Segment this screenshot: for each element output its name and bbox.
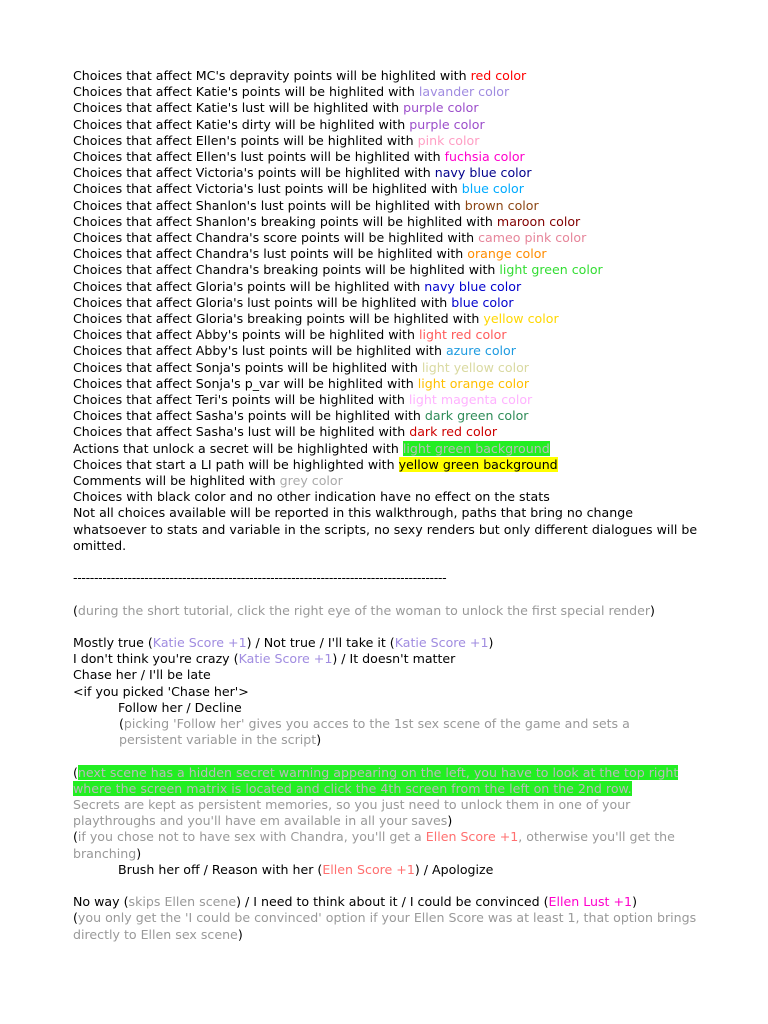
comment-text: you only get the 'I could be convinced' option if your Ellen Score was at least 1, that option brings directly to Ellen sex scene xyxy=(73,910,697,942)
ellen-lust-tag: Ellen Lust +1 xyxy=(548,894,633,910)
legend-color-label: light green color xyxy=(499,262,603,278)
legend-color-label: light magenta color xyxy=(408,392,533,408)
legend-prefix: Choices that affect Ellen's points will be highlited with xyxy=(73,132,418,148)
legend-prefix: Choices that affect Katie's points will be highlited with xyxy=(73,84,419,100)
legend-row xyxy=(73,230,698,246)
comment-text: skips Ellen scene xyxy=(128,894,237,910)
legend-color-label: cameo pink color xyxy=(478,230,587,246)
legend-prefix: Choices that affect Chandra's breaking points will be highlited with xyxy=(73,262,500,278)
legend-color-label: red color xyxy=(470,68,527,83)
legend-row xyxy=(73,343,698,359)
separator-line: ----------------------------------------------------------------------------------------- xyxy=(73,570,447,586)
legend-row xyxy=(73,295,698,311)
choice-text: I don't think you're crazy ( xyxy=(73,651,239,667)
legend-row xyxy=(73,181,698,197)
legend-prefix: Choices that affect Victoria's lust points will be highlited with xyxy=(73,181,462,197)
legend-color-label: purple color xyxy=(409,116,485,132)
legend-prefix: Choices that affect Chandra's score points will be highlited with xyxy=(73,230,479,246)
legend-prefix: Choices that affect Katie's lust will be highlited with xyxy=(73,100,404,116)
legend-prefix: Choices that affect Katie's dirty will be highlited with xyxy=(73,116,410,132)
legend-prefix: Choices that affect Abby's lust points will be highlited with xyxy=(73,343,446,359)
secret-comment: (next scene has a hidden secret warning appearing on the left, you have to look at the top right where the screen matrix is located and click the 4th screen from the left on the 2nd row. xyxy=(73,764,679,796)
legend-row xyxy=(73,214,698,230)
walkthrough-document xyxy=(73,68,698,943)
legend-color-label: light yellow color xyxy=(421,359,529,375)
legend-row xyxy=(73,100,698,116)
legend-prefix: Choices that affect Chandra's lust points will be highlited with xyxy=(73,246,468,262)
legend-prefix: Actions that unlock a secret will be highlighted with xyxy=(73,440,403,456)
legend-prefix: Choices that affect Gloria's breaking points will be highlited with xyxy=(73,311,484,327)
legend-prefix: Comments will be highlited with xyxy=(73,473,280,489)
legend-color-label: navy blue color xyxy=(434,165,532,181)
katie-score-tag: Katie Score +1 xyxy=(152,635,247,651)
choice-line-2 xyxy=(73,651,698,667)
final-comment: (you only get the 'I could be convinced' option if your Ellen Score was at least 1, that option brings directly to Ellen sex scene) xyxy=(73,910,697,942)
follow-her-comment: (picking 'Follow her' gives you acces to the 1st sex scene of the game and sets a persistent variable in the script) xyxy=(119,716,630,748)
legend-row xyxy=(73,441,698,457)
choice-text: ) xyxy=(488,635,494,651)
legend-color-label: pink color xyxy=(417,132,480,148)
legend-row xyxy=(73,327,698,343)
legend-color-label: navy blue color xyxy=(424,278,522,294)
secret-highlight: next scene has a hidden secret warning appearing on the left, you have to look at the top right where the screen matrix is located and click the 4th screen from the left on the 2nd row. xyxy=(73,764,679,796)
chandra-comment: (if you chose not to have sex with Chandra, you'll get a Ellen Score +1, otherwise you'll get the branching) xyxy=(73,829,675,861)
choice-text: ) / It doesn't matter xyxy=(332,651,456,667)
secrets-kept-comment: Secrets are kept as persistent memories, so you just need to unlock them in one of your playthroughs and you'll have em available in all your saves) xyxy=(73,797,631,829)
legend-prefix: Choices that affect Abby's points will be highlited with xyxy=(73,327,419,343)
legend-color-label: blue color xyxy=(451,294,514,310)
legend-row xyxy=(73,473,698,489)
ellen-score-tag: Ellen Score +1 xyxy=(322,861,415,877)
katie-score-tag: Katie Score +1 xyxy=(238,651,333,667)
tutorial-text: during the short tutorial, click the right eye of the woman to unlock the first special render xyxy=(77,602,651,618)
legend-prefix: Choices that start a LI path will be highlighted with xyxy=(73,456,399,472)
choice-no-way xyxy=(73,894,698,910)
choice-line-3: Chase her / I'll be late xyxy=(73,667,211,683)
choice-text: No way ( xyxy=(73,894,129,910)
note-black-color: Choices with black color and no other indication have no effect on the stats xyxy=(73,489,550,505)
legend-prefix: Choices that affect Victoria's points will be highlited with xyxy=(73,165,435,181)
legend-prefix: Choices that affect Shanlon's breaking points will be highlited with xyxy=(73,213,497,229)
legend-color-label: yellow green background xyxy=(398,456,558,472)
legend-row xyxy=(73,84,698,100)
legend-color-label: light orange color xyxy=(417,375,530,391)
tutorial-comment: (during the short tutorial, click the right eye of the woman to unlock the first special render) xyxy=(73,602,655,618)
legend-prefix: Choices that affect MC's depravity points will be highlited with xyxy=(73,68,471,83)
ellen-score-tag: Ellen Score +1 xyxy=(425,829,519,845)
legend-row xyxy=(73,246,698,262)
choice-text: Brush her off / Reason with her ( xyxy=(118,861,323,877)
legend-color-label: lavander color xyxy=(418,84,510,100)
legend-row xyxy=(73,149,698,165)
choice-brush-her-off xyxy=(73,862,698,878)
legend-prefix: Choices that affect Sonja's points will be highlited with xyxy=(73,359,422,375)
legend-prefix: Choices that affect Sasha's points will be highlited with xyxy=(73,408,425,424)
condition-line: <if you picked 'Chase her'> xyxy=(73,683,249,699)
legend-row xyxy=(73,279,698,295)
comment-text: , otherwise you'll get the branching xyxy=(73,829,675,861)
legend-row xyxy=(73,376,698,392)
choice-text: ) xyxy=(632,894,637,910)
choice-text: ) / Not true / I'll take it ( xyxy=(246,635,395,651)
legend-row xyxy=(73,457,698,473)
legend-color-label: light green background xyxy=(402,440,550,456)
legend-color-label: brown color xyxy=(464,197,539,213)
legend-prefix: Choices that affect Gloria's points will be highlited with xyxy=(73,278,425,294)
note-not-all-choices: Not all choices available will be reported in this walkthrough, paths that bring no change whatsoever to stats and variable in the scripts, no sexy renders but only different dialogues will be omitted. xyxy=(73,505,698,553)
legend-row xyxy=(73,198,698,214)
legend-prefix: Choices that affect Sonja's p_var will be highlited with xyxy=(73,375,418,391)
legend-row xyxy=(73,117,698,133)
choice-text: ) / Apologize xyxy=(414,861,494,877)
legend-color-label: maroon color xyxy=(496,213,581,229)
comment-text: Secrets are kept as persistent memories, so you just need to unlock them in one of your playthroughs and you'll have em available in all your saves xyxy=(73,797,631,829)
legend-prefix: Choices that affect Gloria's lust points will be highlited with xyxy=(73,294,452,310)
legend-color-label: azure color xyxy=(445,343,516,359)
color-legend xyxy=(73,68,698,489)
legend-color-label: grey color xyxy=(279,473,343,489)
legend-prefix: Choices that affect Sasha's lust will be highlited with xyxy=(73,424,410,440)
choice-line-1 xyxy=(73,635,698,651)
legend-row xyxy=(73,392,698,408)
legend-color-label: orange color xyxy=(467,246,547,262)
legend-color-label: dark green color xyxy=(424,408,529,424)
legend-prefix: Choices that affect Shanlon's lust points will be highlited with xyxy=(73,197,465,213)
legend-row xyxy=(73,133,698,149)
choice-text: Mostly true ( xyxy=(73,635,153,651)
comment-text: if you chose not to have sex with Chandra, you'll get a xyxy=(77,829,426,845)
legend-row xyxy=(73,360,698,376)
legend-color-label: light red color xyxy=(418,327,507,343)
legend-color-label: yellow color xyxy=(483,311,559,327)
legend-prefix: Choices that affect Teri's points will be highlited with xyxy=(73,392,409,408)
legend-row xyxy=(73,408,698,424)
legend-row xyxy=(73,424,698,440)
legend-row xyxy=(73,68,698,84)
legend-color-label: blue color xyxy=(461,181,524,197)
choice-text: ) / I need to think about it / I could be convinced ( xyxy=(236,894,549,910)
legend-row xyxy=(73,311,698,327)
legend-row xyxy=(73,165,698,181)
legend-color-label: fuchsia color xyxy=(444,149,525,165)
legend-row xyxy=(73,262,698,278)
legend-prefix: Choices that affect Ellen's lust points will be highlited with xyxy=(73,149,445,165)
legend-color-label: dark red color xyxy=(409,424,498,440)
comment-text: picking 'Follow her' gives you acces to the 1st sex scene of the game and sets a persistent variable in the script xyxy=(119,716,630,748)
legend-color-label: purple color xyxy=(403,100,479,116)
choice-follow-her: Follow her / Decline xyxy=(118,699,242,715)
katie-score-tag: Katie Score +1 xyxy=(394,635,489,651)
